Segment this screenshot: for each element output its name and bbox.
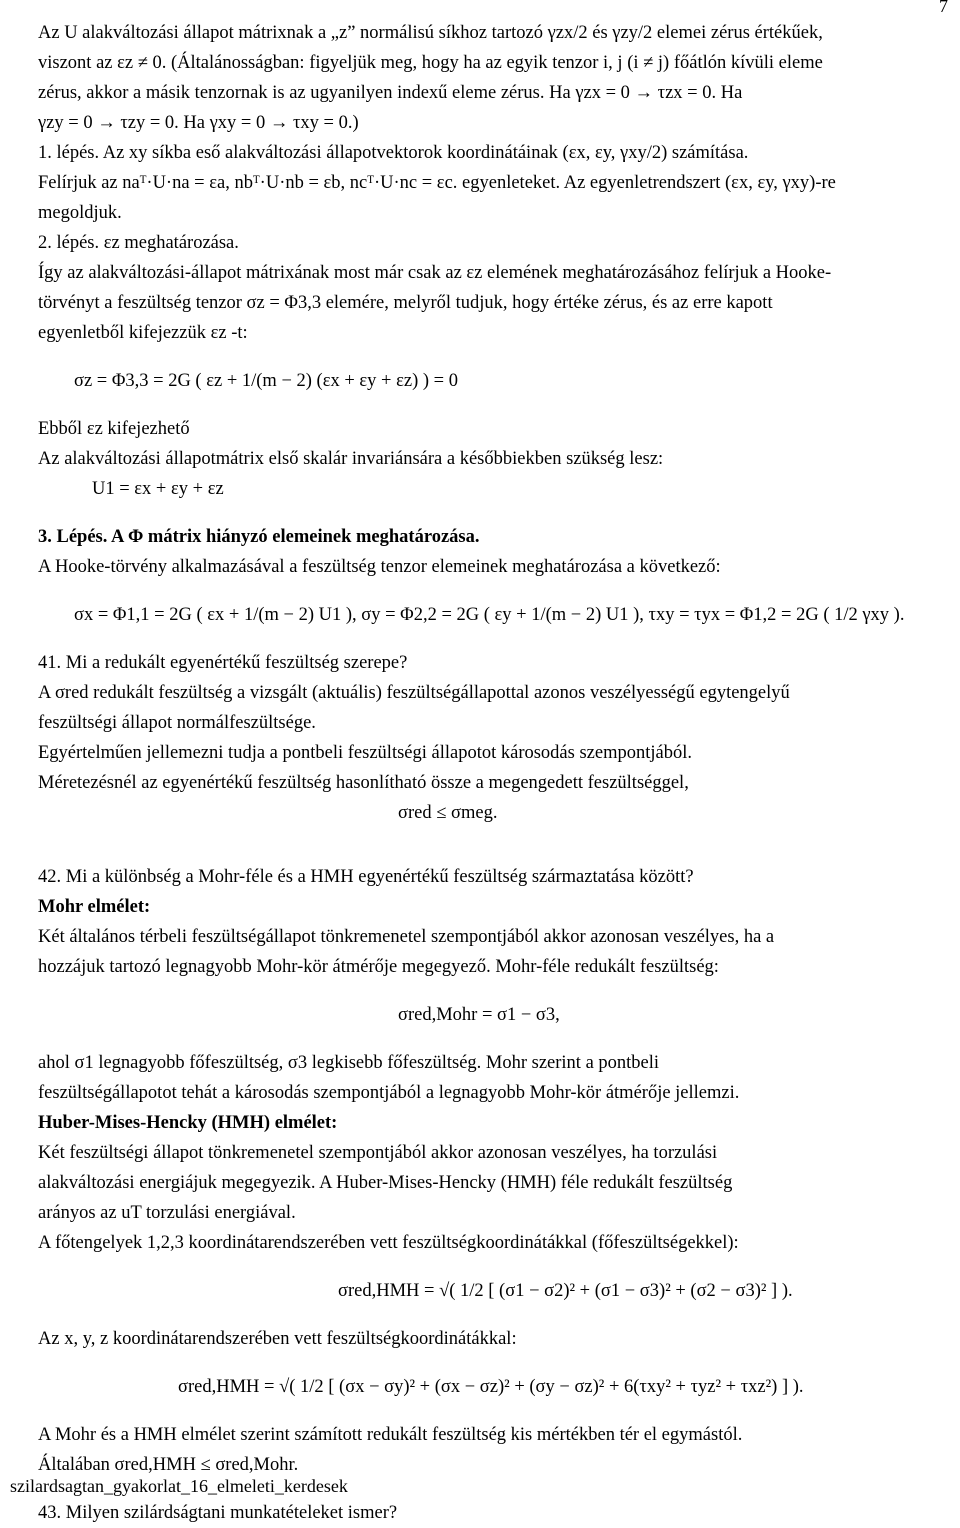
question-43: 43. Milyen szilárdságtani munkatételeket ismer? <box>38 1503 398 1523</box>
formula-red-meg: σred ≤ σmeg. <box>398 803 498 823</box>
paragraph-line: A főtengelyek 1,2,3 koordinátarendszerében vett feszültségkoordinátákkal (főfeszültségekkel): <box>38 1233 739 1253</box>
paragraph-line: Általában σred,HMH ≤ σred,Mohr. <box>38 1455 299 1475</box>
paragraph-line: egyenletből kifejezzük εz -t: <box>38 323 248 343</box>
question-41: 41. Mi a redukált egyenértékű feszültség szerepe? <box>38 653 408 673</box>
paragraph-line: A σred redukált feszültség a vizsgált (aktuális) feszültségállapottal azonos veszélyességű egytengelyű <box>38 683 790 703</box>
paragraph-line: Az x, y, z koordinátarendszerében vett feszültségkoordinátákkal: <box>38 1329 517 1349</box>
paragraph-line: Egyértelműen jellemezni tudja a pontbeli feszültségi állapotot károsodás szempontjából. <box>38 743 692 763</box>
paragraph-line: viszont az εz ≠ 0. (Általánosságban: figyeljük meg, hogy ha az egyik tenzor i, j (i ≠ j) főátlón kívüli eleme <box>38 53 823 73</box>
footer-filename: szilardsagtan_gyakorlat_16_elmeleti_kerdesek <box>10 1476 348 1496</box>
formula-hmh-principal: σred,HMH = √( 1/2 [ (σ1 − σ2)² + (σ1 − σ3)² + (σ2 − σ3)² ] ). <box>338 1281 793 1301</box>
step-3-heading: 3. Lépés. A Φ mátrix hiányzó elemeinek meghatározása. <box>38 527 480 547</box>
paragraph-line: arányos az uT torzulási energiával. <box>38 1203 296 1223</box>
document-body <box>38 18 958 1528</box>
formula-sigma-z: σz = Φ3,3 = 2G ( εz + 1/(m − 2) (εx + εy + εz) ) = 0 <box>74 371 458 391</box>
paragraph-line: ahol σ1 legnagyobb főfeszültség, σ3 legkisebb főfeszültség. Mohr szerint a pontbeli <box>38 1053 660 1073</box>
paragraph-line: törvényt a feszültség tenzor σz = Φ3,3 elemére, melyről tudjuk, hogy értéke zérus, és az erre kapott <box>38 293 773 313</box>
hmh-heading: Huber-Mises-Hencky (HMH) elmélet: <box>38 1113 338 1133</box>
paragraph-line: feszültségállapotot tehát a károsodás szempontjából a legnagyobb Mohr-kör átmérője jellemzi. <box>38 1083 740 1103</box>
question-42: 42. Mi a különbség a Mohr-féle és a HMH egyenértékű feszültség származtatása között? <box>38 867 694 887</box>
paragraph-line: Ebből εz kifejezhető <box>38 419 190 439</box>
page-number: 7 <box>939 0 948 16</box>
step-1-line: 1. lépés. Az xy síkba eső alakváltozási állapotvektorok koordinátáinak (εx, εy, γxy/2) számítása. <box>38 143 749 163</box>
paragraph-line: Méretezésnél az egyenértékű feszültség hasonlítható össze a megengedett feszültséggel, <box>38 773 689 793</box>
paragraph-line: Felírjuk az naᵀ·U·na = εa, nbᵀ·U·nb = εb, ncᵀ·U·nc = εc. egyenleteket. Az egyenletrendszert (εx, εy, γxy)-re <box>38 173 836 193</box>
paragraph-line: alakváltozási energiájuk megegyezik. A Huber-Mises-Hencky (HMH) féle redukált feszültség <box>38 1173 733 1193</box>
paragraph-line: Így az alakváltozási-állapot mátrixának most már csak az εz elemének meghatározásához felírjuk a Hooke- <box>38 263 832 283</box>
paragraph-line: Két általános térbeli feszültségállapot tönkremenetel szempontjából akkor azonosan veszélyes, ha a <box>38 927 775 947</box>
paragraph-line: A Mohr és a HMH elmélet szerint számított redukált feszültség kis mértékben tér el egymástól. <box>38 1425 743 1445</box>
paragraph-line: zérus, akkor a másik tenzornak is az ugyanilyen indexű eleme zérus. Ha γzx = 0 → τzx = 0. Ha <box>38 83 743 103</box>
paragraph-line: Az alakváltozási állapotmátrix első skalár invariánsára a későbbiekben szükség lesz: <box>38 449 664 469</box>
paragraph-line: γzy = 0 → τzy = 0. Ha γxy = 0 → τxy = 0.) <box>38 113 359 133</box>
formula-invariant: U1 = εx + εy + εz <box>92 479 224 499</box>
paragraph-line: Két feszültségi állapot tönkremenetel szempontjából akkor azonosan veszélyes, ha torzulási <box>38 1143 718 1163</box>
formula-hmh-xyz: σred,HMH = √( 1/2 [ (σx − σy)² + (σx − σz)² + (σy − σz)² + 6(τxy² + τyz² + τxz²) ] ). <box>178 1377 804 1397</box>
formula-hooke: σx = Φ1,1 = 2G ( εx + 1/(m − 2) U1 ), σy = Φ2,2 = 2G ( εy + 1/(m − 2) U1 ), τxy = τyx = Φ1,2 = 2G ( 1/2 γxy ). <box>74 605 905 625</box>
formula-mohr: σred,Mohr = σ1 − σ3, <box>398 1005 560 1025</box>
paragraph-line: feszültségi állapot normálfeszültsége. <box>38 713 316 733</box>
paragraph-line: Az U alakváltozási állapot mátrixnak a „z” normálisú síkhoz tartozó γzx/2 és γzy/2 elemei zérus értékűek, <box>38 23 823 43</box>
step-2-line: 2. lépés. εz meghatározása. <box>38 233 239 253</box>
paragraph-line: megoldjuk. <box>38 203 122 223</box>
paragraph-line: hozzájuk tartozó legnagyobb Mohr-kör átmérője megegyező. Mohr-féle redukált feszültség: <box>38 957 719 977</box>
paragraph-line: A Hooke-törvény alkalmazásával a feszültség tenzor elemeinek meghatározása a következő: <box>38 557 721 577</box>
mohr-heading: Mohr elmélet: <box>38 897 151 917</box>
